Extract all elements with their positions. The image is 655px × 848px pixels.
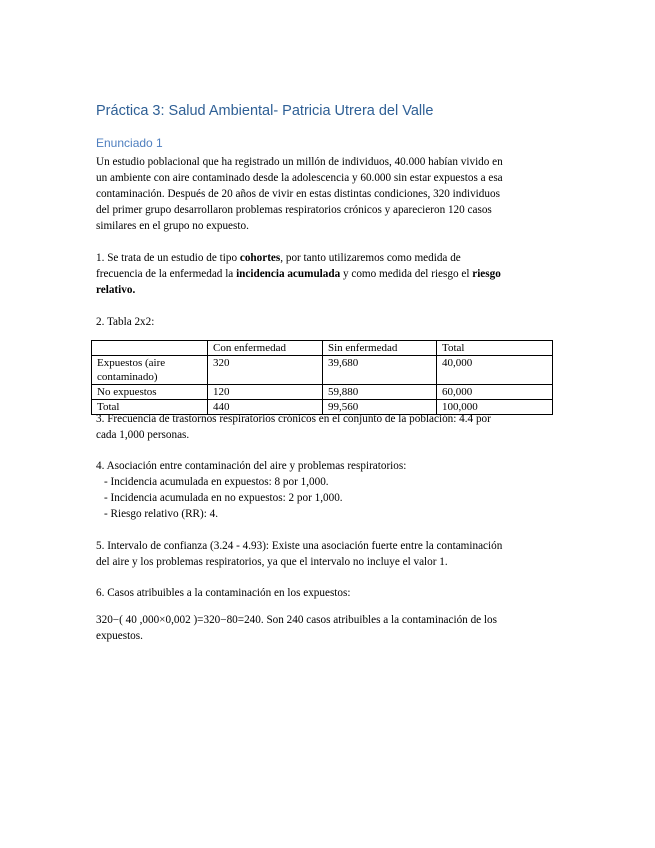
point-4-item: - Riesgo relativo (RR): 4. bbox=[104, 508, 219, 520]
table-header-cell: Total bbox=[437, 341, 553, 356]
point-3-paragraph bbox=[96, 411, 566, 443]
table-row bbox=[92, 356, 553, 385]
point-1-paragraph bbox=[96, 250, 566, 298]
point-6-line: expuestos. bbox=[96, 630, 143, 642]
table-cell: 440 bbox=[208, 400, 323, 415]
bold-term: riesgo bbox=[472, 268, 501, 280]
table-cell: No expuestos bbox=[92, 385, 208, 400]
point-4-heading: 4. Asociación entre contaminación del aire y problemas respiratorios: bbox=[96, 460, 407, 472]
table-cell: 120 bbox=[208, 385, 323, 400]
point-4-item: - Incidencia acumulada en no expuestos: 2 por 1,000. bbox=[104, 492, 343, 504]
intro-line: similares en el grupo no expuesto. bbox=[96, 220, 249, 232]
bold-term: cohortes bbox=[239, 252, 281, 264]
section-heading: Enunciado 1 bbox=[96, 136, 163, 150]
page-title: Práctica 3: Salud Ambiental- Patricia Utrera del Valle bbox=[96, 103, 434, 119]
row-label-line: Expuestos (aire bbox=[97, 357, 166, 369]
point-1-line bbox=[96, 250, 566, 266]
point-5-line: 5. Intervalo de confianza (3.24 - 4.93): Existe una asociación fuerte entre la contaminación bbox=[96, 540, 503, 552]
point-4-paragraph bbox=[96, 458, 566, 522]
table-cell: 320 bbox=[208, 356, 323, 385]
table-cell: 39,680 bbox=[323, 356, 437, 385]
intro-line: contaminación. Después de 20 años de vivir en estas distintas condiciones, 320 individuos bbox=[96, 188, 500, 200]
table-header-cell: Con enfermedad bbox=[208, 341, 323, 356]
bold-term: incidencia acumulada bbox=[236, 268, 341, 280]
intro-line: Un estudio poblacional que ha registrado un millón de individuos, 40.000 habían vivido en bbox=[96, 156, 503, 168]
text-span: y como medida del riesgo el bbox=[340, 268, 473, 280]
point-5-paragraph bbox=[96, 538, 566, 570]
point-5-line: del aire y los problemas respiratorios, ya que el intervalo no incluye el valor 1. bbox=[96, 556, 448, 568]
text-span: 1. Se trata de un estudio de tipo bbox=[96, 252, 240, 264]
point-6-line: 320−( 40 ,000×0,002 )=320−80=240. Son 240 casos atribuibles a la contaminación de los bbox=[96, 614, 497, 626]
table-header-cell: Sin enfermedad bbox=[323, 341, 437, 356]
table-cell: Total bbox=[92, 400, 208, 415]
table-row bbox=[92, 385, 553, 400]
bold-term: relativo. bbox=[96, 284, 136, 296]
point-2-label: 2. Tabla 2x2: bbox=[96, 316, 155, 328]
table-header-row bbox=[92, 341, 553, 356]
table-cell: 99,560 bbox=[323, 400, 437, 415]
point-6-heading: 6. Casos atribuibles a la contaminación en los expuestos: bbox=[96, 587, 351, 599]
point-1-line bbox=[96, 282, 566, 298]
contingency-table bbox=[91, 340, 553, 415]
row-label-line: contaminado) bbox=[97, 371, 158, 383]
table-cell: 100,000 bbox=[437, 400, 553, 415]
text-span: frecuencia de la enfermedad la bbox=[96, 268, 237, 280]
table-cell: 40,000 bbox=[437, 356, 553, 385]
point-3-line: cada 1,000 personas. bbox=[96, 429, 190, 441]
point-1-line bbox=[96, 266, 566, 282]
intro-line: un ambiente con aire contaminado desde la adolescencia y 60.000 sin estar expuestos a esa bbox=[96, 172, 503, 184]
table-header-cell bbox=[92, 341, 208, 356]
table-cell: 60,000 bbox=[437, 385, 553, 400]
text-span: , por tanto utilizaremos como medida de bbox=[280, 252, 461, 264]
intro-paragraph bbox=[96, 154, 566, 234]
intro-line: del primer grupo desarrollaron problemas respiratorios crónicos y aparecieron 120 casos bbox=[96, 204, 492, 216]
point-4-item: - Incidencia acumulada en expuestos: 8 por 1,000. bbox=[104, 476, 329, 488]
point-3-line: 3. Frecuencia de trastornos respiratorios crónicos en el conjunto de la población: 4.4 por bbox=[96, 413, 491, 425]
table-cell bbox=[92, 356, 208, 385]
table-cell: 59,880 bbox=[323, 385, 437, 400]
point-6-paragraph bbox=[96, 612, 566, 644]
